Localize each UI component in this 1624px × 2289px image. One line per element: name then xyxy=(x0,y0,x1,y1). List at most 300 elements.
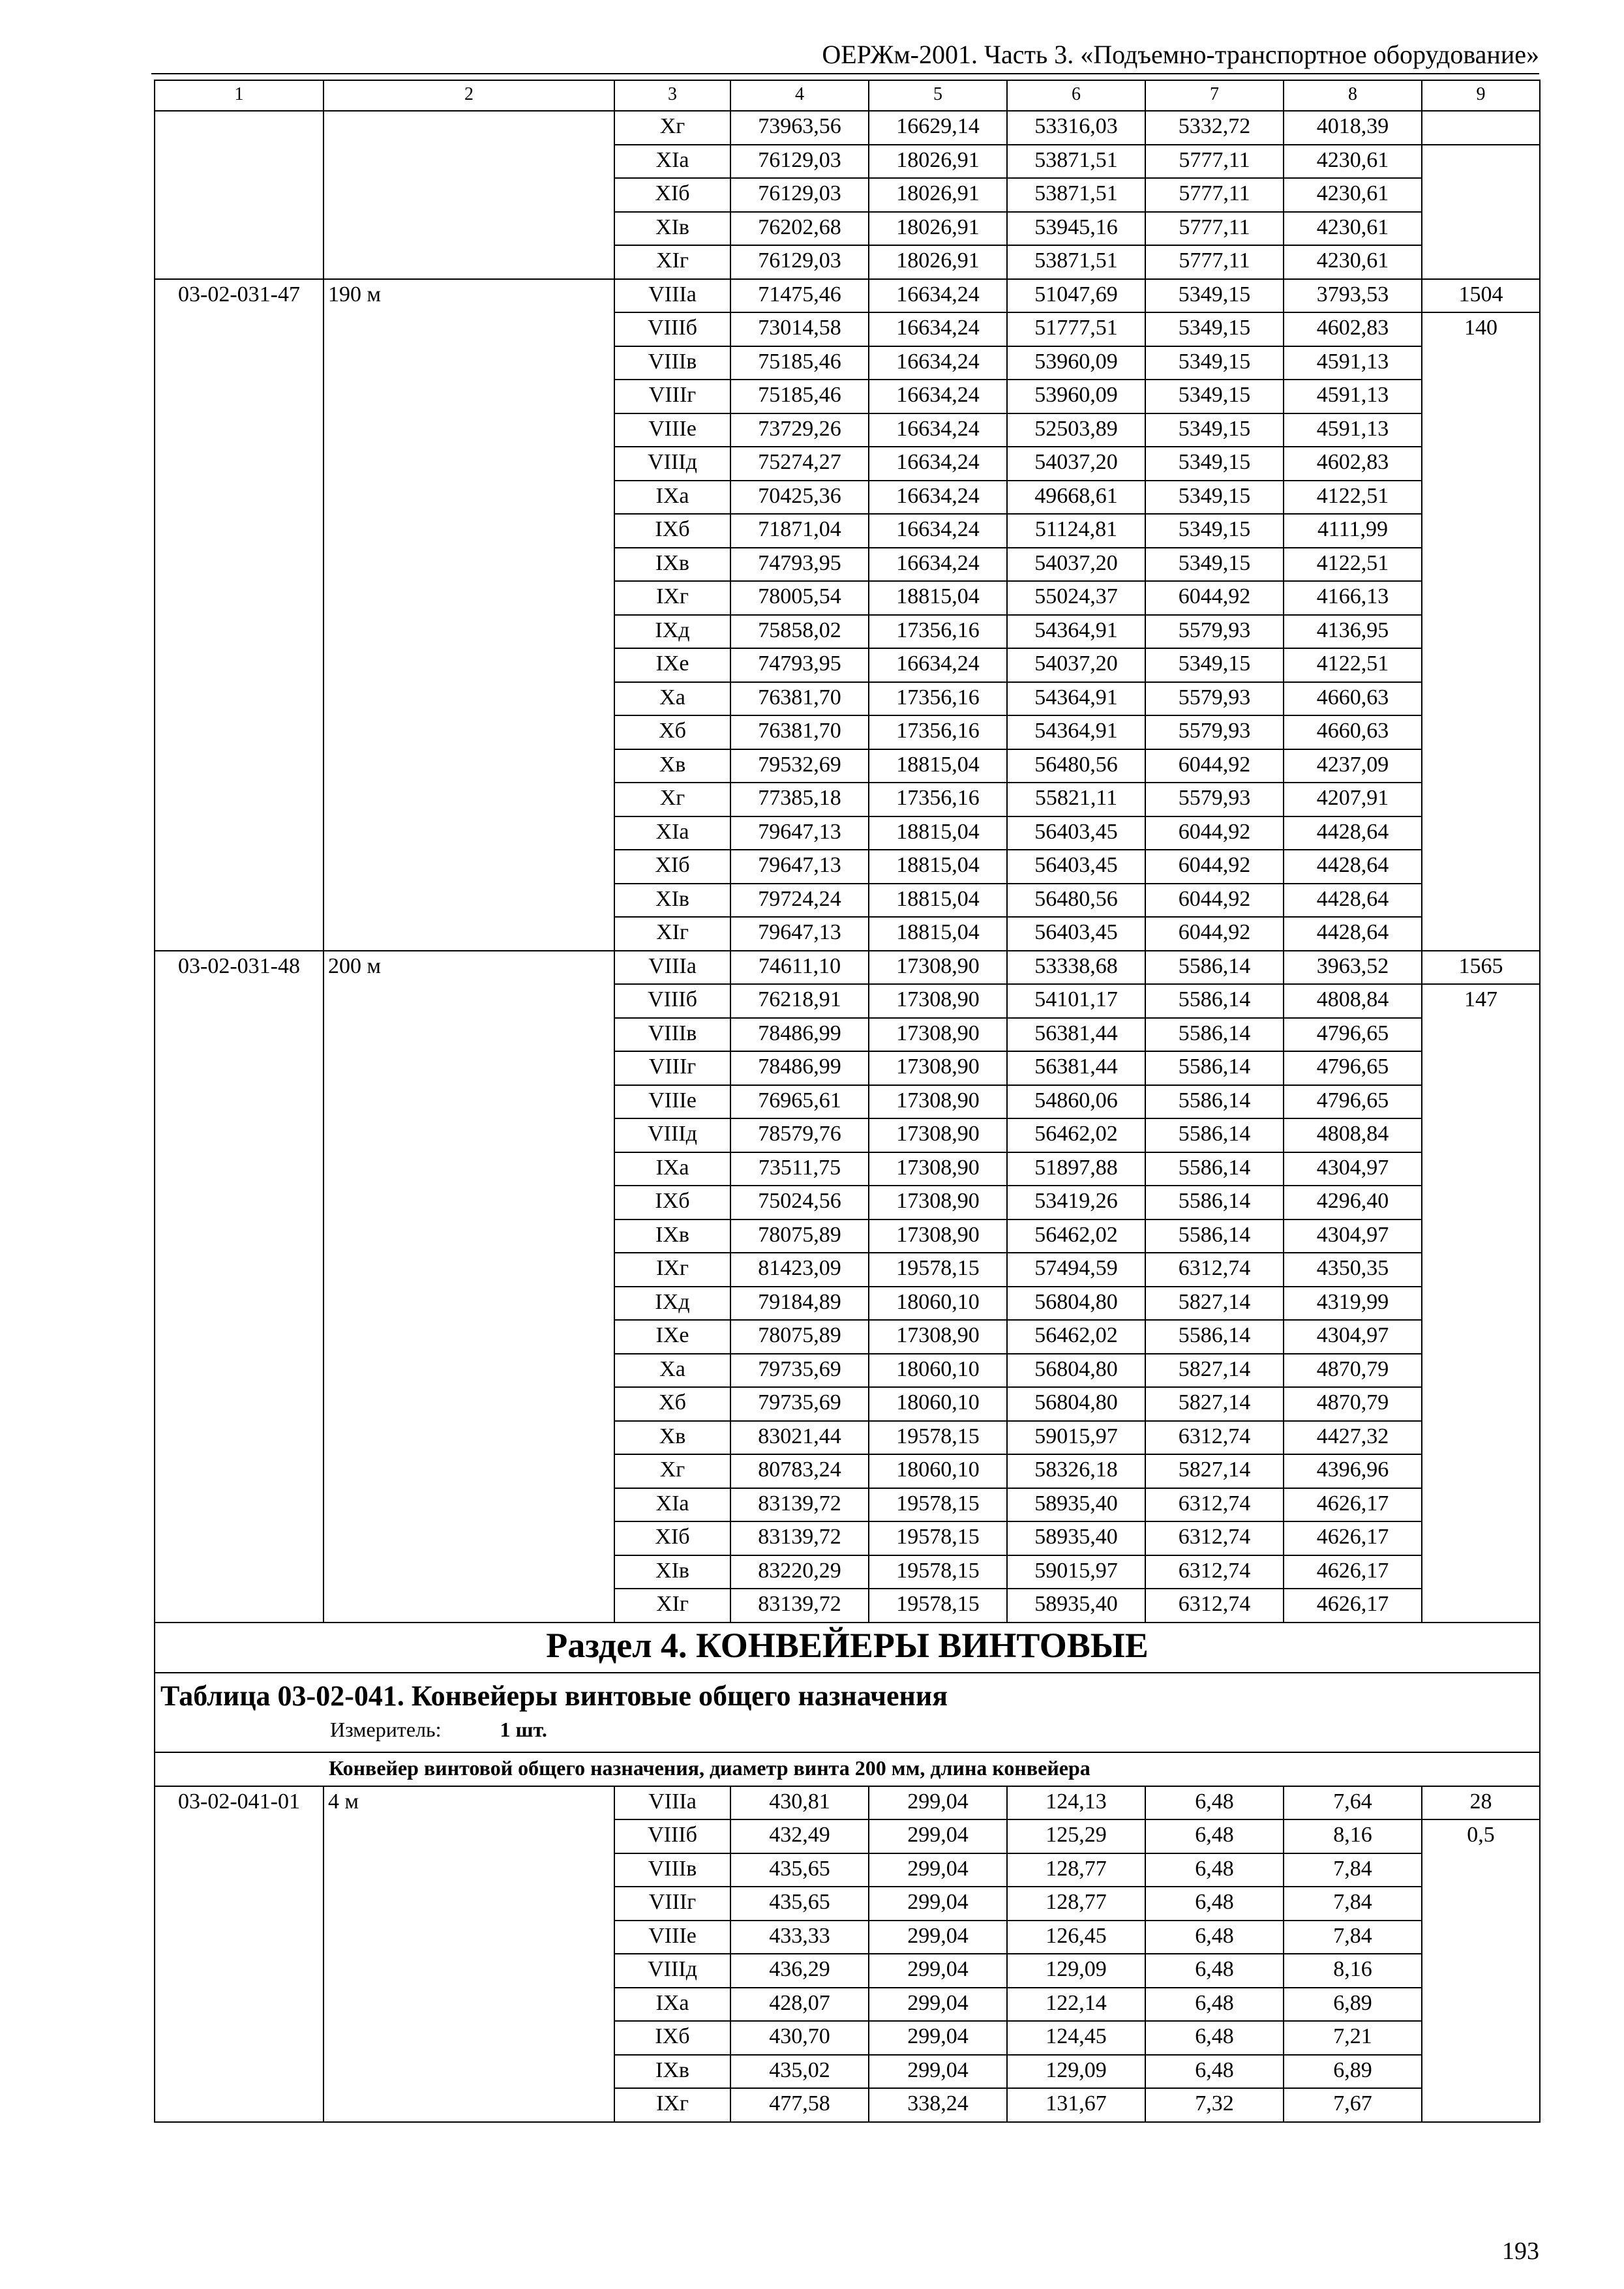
value-cell: 56804,80 xyxy=(1007,1387,1145,1421)
value-cell: 5349,15 xyxy=(1145,346,1284,380)
value-cell: 54037,20 xyxy=(1007,447,1145,481)
column-number-cell: 3 xyxy=(614,80,730,111)
code-cell xyxy=(155,111,323,279)
value-cell: 4796,65 xyxy=(1284,1018,1422,1052)
zone-cell: XIг xyxy=(614,917,730,951)
value-cell: 18026,91 xyxy=(869,145,1007,179)
zone-cell: VIIIа xyxy=(614,279,730,313)
length-cell: 190 м xyxy=(323,279,614,951)
value-cell: 56804,80 xyxy=(1007,1354,1145,1388)
value-cell: 54101,17 xyxy=(1007,984,1145,1018)
table-row xyxy=(155,279,1540,313)
value-cell: 435,65 xyxy=(730,1853,869,1887)
value-cell: 74611,10 xyxy=(730,951,869,985)
value-cell: 17356,16 xyxy=(869,615,1007,649)
value-cell: 76965,61 xyxy=(730,1085,869,1119)
column-number-cell: 1 xyxy=(155,80,323,111)
group-title: Конвейер винтовой общего назначения, диаметр винта 200 мм, длина конвейера xyxy=(155,1752,1540,1786)
zone-cell: IXе xyxy=(614,648,730,682)
col9-cell: 0,5 xyxy=(1422,1819,1540,2122)
value-cell: 4626,17 xyxy=(1284,1488,1422,1522)
value-cell: 56462,02 xyxy=(1007,1219,1145,1253)
value-cell: 17308,90 xyxy=(869,1018,1007,1052)
value-cell: 6,48 xyxy=(1145,1786,1284,1820)
value-cell: 17308,90 xyxy=(869,951,1007,985)
table-row xyxy=(155,111,1540,145)
zone-cell: VIIIд xyxy=(614,1954,730,1988)
value-cell: 4018,39 xyxy=(1284,111,1422,145)
column-number-cell: 8 xyxy=(1284,80,1422,111)
value-cell: 299,04 xyxy=(869,1921,1007,1954)
value-cell: 3963,52 xyxy=(1284,951,1422,985)
value-cell: 7,84 xyxy=(1284,1921,1422,1954)
zone-cell: VIIIг xyxy=(614,1051,730,1085)
value-cell: 4230,61 xyxy=(1284,212,1422,246)
value-cell: 5777,11 xyxy=(1145,245,1284,279)
value-cell: 4870,79 xyxy=(1284,1387,1422,1421)
value-cell: 6,48 xyxy=(1145,1887,1284,1921)
value-cell: 58326,18 xyxy=(1007,1454,1145,1488)
value-cell: 17308,90 xyxy=(869,1085,1007,1119)
value-cell: 18026,91 xyxy=(869,178,1007,212)
value-cell: 6,48 xyxy=(1145,1853,1284,1887)
value-cell: 128,77 xyxy=(1007,1887,1145,1921)
zone-cell: XIг xyxy=(614,1589,730,1623)
value-cell: 5777,11 xyxy=(1145,212,1284,246)
zone-cell: VIIIв xyxy=(614,1853,730,1887)
value-cell: 18060,10 xyxy=(869,1387,1007,1421)
value-cell: 54364,91 xyxy=(1007,682,1145,716)
value-cell: 56462,02 xyxy=(1007,1118,1145,1152)
zone-cell: Xб xyxy=(614,715,730,749)
value-cell: 4428,64 xyxy=(1284,884,1422,918)
value-cell: 83220,29 xyxy=(730,1555,869,1589)
value-cell: 5349,15 xyxy=(1145,380,1284,413)
zone-cell: IXв xyxy=(614,2055,730,2089)
table-row xyxy=(155,1786,1540,1820)
estimate-table xyxy=(154,80,1541,2123)
value-cell: 6312,74 xyxy=(1145,1555,1284,1589)
value-cell: 18060,10 xyxy=(869,1354,1007,1388)
value-cell: 4396,96 xyxy=(1284,1454,1422,1488)
value-cell: 435,02 xyxy=(730,2055,869,2089)
value-cell: 76381,70 xyxy=(730,682,869,716)
col9-cell: 140 xyxy=(1422,312,1540,951)
zone-cell: IXе xyxy=(614,1320,730,1354)
value-cell: 75024,56 xyxy=(730,1186,869,1219)
measure-label: Измеритель: xyxy=(330,1717,442,1741)
value-cell: 430,70 xyxy=(730,2021,869,2055)
value-cell: 78075,89 xyxy=(730,1219,869,1253)
zone-cell: VIIIа xyxy=(614,951,730,985)
value-cell: 7,21 xyxy=(1284,2021,1422,2055)
value-cell: 51897,88 xyxy=(1007,1152,1145,1186)
value-cell: 83139,72 xyxy=(730,1589,869,1623)
zone-cell: VIIIв xyxy=(614,346,730,380)
value-cell: 18815,04 xyxy=(869,749,1007,783)
zone-cell: Xг xyxy=(614,783,730,816)
length-cell: 4 м xyxy=(323,1786,614,2122)
value-cell: 5349,15 xyxy=(1145,447,1284,481)
value-cell: 126,45 xyxy=(1007,1921,1145,1954)
value-cell: 16634,24 xyxy=(869,380,1007,413)
zone-cell: IXа xyxy=(614,1988,730,2022)
value-cell: 17356,16 xyxy=(869,715,1007,749)
value-cell: 73963,56 xyxy=(730,111,869,145)
value-cell: 131,67 xyxy=(1007,2088,1145,2122)
value-cell: 5332,72 xyxy=(1145,111,1284,145)
value-cell: 79647,13 xyxy=(730,850,869,884)
value-cell: 55024,37 xyxy=(1007,581,1145,615)
value-cell: 18815,04 xyxy=(869,884,1007,918)
value-cell: 79724,24 xyxy=(730,884,869,918)
value-cell: 53871,51 xyxy=(1007,245,1145,279)
value-cell: 56480,56 xyxy=(1007,749,1145,783)
zone-cell: VIIIб xyxy=(614,1819,730,1853)
zone-cell: XIв xyxy=(614,1555,730,1589)
value-cell: 19578,15 xyxy=(869,1253,1007,1287)
value-cell: 5349,15 xyxy=(1145,413,1284,447)
value-cell: 4626,17 xyxy=(1284,1589,1422,1623)
code-cell: 03-02-031-48 xyxy=(155,951,323,1623)
value-cell: 6312,74 xyxy=(1145,1521,1284,1555)
value-cell: 5777,11 xyxy=(1145,178,1284,212)
zone-cell: IXв xyxy=(614,548,730,582)
value-cell: 5579,93 xyxy=(1145,783,1284,816)
zone-cell: VIIIд xyxy=(614,447,730,481)
value-cell: 4591,13 xyxy=(1284,413,1422,447)
column-number-cell: 6 xyxy=(1007,80,1145,111)
value-cell: 5827,14 xyxy=(1145,1387,1284,1421)
value-cell: 4122,51 xyxy=(1284,548,1422,582)
value-cell: 16634,24 xyxy=(869,548,1007,582)
zone-cell: IXв xyxy=(614,1219,730,1253)
value-cell: 51047,69 xyxy=(1007,279,1145,313)
value-cell: 125,29 xyxy=(1007,1819,1145,1853)
measure-line xyxy=(160,1715,1535,1744)
value-cell: 436,29 xyxy=(730,1954,869,1988)
zone-cell: VIIIа xyxy=(614,1786,730,1820)
value-cell: 432,49 xyxy=(730,1819,869,1853)
value-cell: 6312,74 xyxy=(1145,1421,1284,1455)
value-cell: 5586,14 xyxy=(1145,951,1284,985)
value-cell: 122,14 xyxy=(1007,1988,1145,2022)
value-cell: 5586,14 xyxy=(1145,1085,1284,1119)
value-cell: 299,04 xyxy=(869,1887,1007,1921)
value-cell: 6,89 xyxy=(1284,1988,1422,2022)
value-cell: 76129,03 xyxy=(730,245,869,279)
value-cell: 79735,69 xyxy=(730,1354,869,1388)
value-cell: 5349,15 xyxy=(1145,648,1284,682)
value-cell: 54364,91 xyxy=(1007,715,1145,749)
value-cell: 53960,09 xyxy=(1007,346,1145,380)
value-cell: 80783,24 xyxy=(730,1454,869,1488)
zone-cell: VIIIг xyxy=(614,380,730,413)
zone-cell: Xб xyxy=(614,1387,730,1421)
column-number-cell: 2 xyxy=(323,80,614,111)
value-cell: 4602,83 xyxy=(1284,312,1422,346)
value-cell: 16634,24 xyxy=(869,346,1007,380)
value-cell: 54364,91 xyxy=(1007,615,1145,649)
value-cell: 435,65 xyxy=(730,1887,869,1921)
table-title-row xyxy=(155,1673,1540,1752)
value-cell: 299,04 xyxy=(869,1853,1007,1887)
value-cell: 6,48 xyxy=(1145,2021,1284,2055)
value-cell: 4428,64 xyxy=(1284,850,1422,884)
value-cell: 73014,58 xyxy=(730,312,869,346)
value-cell: 76129,03 xyxy=(730,145,869,179)
col9-cell: 1565 xyxy=(1422,951,1540,985)
value-cell: 52503,89 xyxy=(1007,413,1145,447)
zone-cell: IXг xyxy=(614,1253,730,1287)
value-cell: 6,48 xyxy=(1145,1921,1284,1954)
column-number-cell: 5 xyxy=(869,80,1007,111)
value-cell: 79532,69 xyxy=(730,749,869,783)
value-cell: 4304,97 xyxy=(1284,1320,1422,1354)
value-cell: 19578,15 xyxy=(869,1421,1007,1455)
value-cell: 8,16 xyxy=(1284,1954,1422,1988)
value-cell: 77385,18 xyxy=(730,783,869,816)
value-cell: 73729,26 xyxy=(730,413,869,447)
value-cell: 17308,90 xyxy=(869,1320,1007,1354)
value-cell: 4350,35 xyxy=(1284,1253,1422,1287)
zone-cell: IXд xyxy=(614,615,730,649)
value-cell: 124,45 xyxy=(1007,2021,1145,2055)
value-cell: 5586,14 xyxy=(1145,1186,1284,1219)
value-cell: 53960,09 xyxy=(1007,380,1145,413)
value-cell: 6,48 xyxy=(1145,2055,1284,2089)
value-cell: 74793,95 xyxy=(730,548,869,582)
value-cell: 58935,40 xyxy=(1007,1521,1145,1555)
value-cell: 78579,76 xyxy=(730,1118,869,1152)
value-cell: 6,48 xyxy=(1145,1819,1284,1853)
value-cell: 5827,14 xyxy=(1145,1354,1284,1388)
value-cell: 83139,72 xyxy=(730,1488,869,1522)
value-cell: 4230,61 xyxy=(1284,245,1422,279)
value-cell: 5349,15 xyxy=(1145,481,1284,515)
value-cell: 4626,17 xyxy=(1284,1555,1422,1589)
value-cell: 18815,04 xyxy=(869,816,1007,850)
value-cell: 299,04 xyxy=(869,2021,1007,2055)
section-row xyxy=(155,1623,1540,1673)
value-cell: 71475,46 xyxy=(730,279,869,313)
value-cell: 16634,24 xyxy=(869,648,1007,682)
value-cell: 4796,65 xyxy=(1284,1051,1422,1085)
value-cell: 5349,15 xyxy=(1145,514,1284,548)
value-cell: 18815,04 xyxy=(869,850,1007,884)
value-cell: 4428,64 xyxy=(1284,917,1422,951)
page-number: 193 xyxy=(1502,2237,1539,2265)
value-cell: 5586,14 xyxy=(1145,1118,1284,1152)
value-cell: 16634,24 xyxy=(869,413,1007,447)
value-cell: 16634,24 xyxy=(869,481,1007,515)
value-cell: 74793,95 xyxy=(730,648,869,682)
value-cell: 78486,99 xyxy=(730,1018,869,1052)
value-cell: 6,48 xyxy=(1145,1954,1284,1988)
col9-cell xyxy=(1422,145,1540,279)
value-cell: 53945,16 xyxy=(1007,212,1145,246)
value-cell: 19578,15 xyxy=(869,1555,1007,1589)
value-cell: 51124,81 xyxy=(1007,514,1145,548)
zone-cell: XIа xyxy=(614,145,730,179)
value-cell: 477,58 xyxy=(730,2088,869,2122)
table-row xyxy=(155,951,1540,985)
column-number-cell: 9 xyxy=(1422,80,1540,111)
code-cell: 03-02-041-01 xyxy=(155,1786,323,2122)
length-cell: 200 м xyxy=(323,951,614,1623)
value-cell: 83021,44 xyxy=(730,1421,869,1455)
value-cell: 75274,27 xyxy=(730,447,869,481)
value-cell: 5586,14 xyxy=(1145,984,1284,1018)
value-cell: 4230,61 xyxy=(1284,178,1422,212)
value-cell: 79647,13 xyxy=(730,917,869,951)
zone-cell: XIа xyxy=(614,1488,730,1522)
zone-cell: XIб xyxy=(614,178,730,212)
measure-value: 1 шт. xyxy=(500,1717,547,1741)
value-cell: 53871,51 xyxy=(1007,145,1145,179)
zone-cell: Xа xyxy=(614,1354,730,1388)
value-cell: 7,64 xyxy=(1284,1786,1422,1820)
value-cell: 56381,44 xyxy=(1007,1018,1145,1052)
zone-cell: XIб xyxy=(614,1521,730,1555)
value-cell: 4207,91 xyxy=(1284,783,1422,816)
value-cell: 76202,68 xyxy=(730,212,869,246)
zone-cell: Xг xyxy=(614,1454,730,1488)
value-cell: 4870,79 xyxy=(1284,1354,1422,1388)
value-cell: 59015,97 xyxy=(1007,1555,1145,1589)
value-cell: 5349,15 xyxy=(1145,548,1284,582)
value-cell: 129,09 xyxy=(1007,2055,1145,2089)
zone-cell: VIIIе xyxy=(614,1921,730,1954)
value-cell: 7,67 xyxy=(1284,2088,1422,2122)
value-cell: 56381,44 xyxy=(1007,1051,1145,1085)
zone-cell: XIв xyxy=(614,212,730,246)
col9-cell xyxy=(1422,111,1540,145)
table-title-cell xyxy=(155,1673,1540,1752)
zone-cell: XIг xyxy=(614,245,730,279)
value-cell: 4808,84 xyxy=(1284,1118,1422,1152)
value-cell: 73511,75 xyxy=(730,1152,869,1186)
value-cell: 19578,15 xyxy=(869,1589,1007,1623)
zone-cell: IXа xyxy=(614,481,730,515)
value-cell: 4796,65 xyxy=(1284,1085,1422,1119)
value-cell: 5827,14 xyxy=(1145,1454,1284,1488)
value-cell: 6044,92 xyxy=(1145,850,1284,884)
value-cell: 124,13 xyxy=(1007,1786,1145,1820)
zone-cell: VIIIв xyxy=(614,1018,730,1052)
value-cell: 55821,11 xyxy=(1007,783,1145,816)
value-cell: 4296,40 xyxy=(1284,1186,1422,1219)
value-cell: 6312,74 xyxy=(1145,1589,1284,1623)
value-cell: 433,33 xyxy=(730,1921,869,1954)
value-cell: 56403,45 xyxy=(1007,917,1145,951)
value-cell: 79184,89 xyxy=(730,1287,869,1321)
value-cell: 18026,91 xyxy=(869,245,1007,279)
column-number-cell: 7 xyxy=(1145,80,1284,111)
zone-cell: IXг xyxy=(614,2088,730,2122)
value-cell: 129,09 xyxy=(1007,1954,1145,1988)
value-cell: 59015,97 xyxy=(1007,1421,1145,1455)
value-cell: 4808,84 xyxy=(1284,984,1422,1018)
value-cell: 4427,32 xyxy=(1284,1421,1422,1455)
zone-cell: Xг xyxy=(614,111,730,145)
value-cell: 4591,13 xyxy=(1284,380,1422,413)
zone-cell: Xв xyxy=(614,1421,730,1455)
value-cell: 4136,95 xyxy=(1284,615,1422,649)
value-cell: 4626,17 xyxy=(1284,1521,1422,1555)
value-cell: 8,16 xyxy=(1284,1819,1422,1853)
value-cell: 4304,97 xyxy=(1284,1219,1422,1253)
value-cell: 7,84 xyxy=(1284,1887,1422,1921)
zone-cell: XIа xyxy=(614,816,730,850)
col9-cell: 28 xyxy=(1422,1786,1540,1820)
section-title: Раздел 4. КОНВЕЙЕРЫ ВИНТОВЫЕ xyxy=(155,1623,1540,1673)
value-cell: 4602,83 xyxy=(1284,447,1422,481)
value-cell: 6044,92 xyxy=(1145,884,1284,918)
zone-cell: VIIIе xyxy=(614,1085,730,1119)
value-cell: 53419,26 xyxy=(1007,1186,1145,1219)
value-cell: 17308,90 xyxy=(869,1152,1007,1186)
zone-cell: VIIIб xyxy=(614,312,730,346)
value-cell: 338,24 xyxy=(869,2088,1007,2122)
value-cell: 4591,13 xyxy=(1284,346,1422,380)
value-cell: 299,04 xyxy=(869,1954,1007,1988)
running-header: ОЕРЖм-2001. Часть 3. «Подъемно-транспортное оборудование» xyxy=(822,40,1539,69)
value-cell: 56462,02 xyxy=(1007,1320,1145,1354)
value-cell: 53316,03 xyxy=(1007,111,1145,145)
code-cell: 03-02-031-47 xyxy=(155,279,323,951)
value-cell: 17308,90 xyxy=(869,1186,1007,1219)
value-cell: 53871,51 xyxy=(1007,178,1145,212)
column-number-cell: 4 xyxy=(730,80,869,111)
value-cell: 56403,45 xyxy=(1007,816,1145,850)
value-cell: 56804,80 xyxy=(1007,1287,1145,1321)
value-cell: 5777,11 xyxy=(1145,145,1284,179)
value-cell: 6044,92 xyxy=(1145,917,1284,951)
value-cell: 83139,72 xyxy=(730,1521,869,1555)
value-cell: 76218,91 xyxy=(730,984,869,1018)
value-cell: 16634,24 xyxy=(869,447,1007,481)
value-cell: 18060,10 xyxy=(869,1287,1007,1321)
value-cell: 51777,51 xyxy=(1007,312,1145,346)
value-cell: 16634,24 xyxy=(869,312,1007,346)
value-cell: 16634,24 xyxy=(869,279,1007,313)
value-cell: 5586,14 xyxy=(1145,1051,1284,1085)
value-cell: 4319,99 xyxy=(1284,1287,1422,1321)
zone-cell: Xв xyxy=(614,749,730,783)
value-cell: 4304,97 xyxy=(1284,1152,1422,1186)
value-cell: 18060,10 xyxy=(869,1454,1007,1488)
value-cell: 56480,56 xyxy=(1007,884,1145,918)
value-cell: 6312,74 xyxy=(1145,1488,1284,1522)
zone-cell: Xа xyxy=(614,682,730,716)
value-cell: 428,07 xyxy=(730,1988,869,2022)
value-cell: 299,04 xyxy=(869,1786,1007,1820)
zone-cell: IXб xyxy=(614,1186,730,1219)
value-cell: 57494,59 xyxy=(1007,1253,1145,1287)
value-cell: 18815,04 xyxy=(869,917,1007,951)
zone-cell: IXд xyxy=(614,1287,730,1321)
col9-cell: 1504 xyxy=(1422,279,1540,313)
value-cell: 70425,36 xyxy=(730,481,869,515)
value-cell: 76129,03 xyxy=(730,178,869,212)
value-cell: 5349,15 xyxy=(1145,312,1284,346)
value-cell: 299,04 xyxy=(869,1988,1007,2022)
table-title: Таблица 03-02-041. Конвейеры винтовые общего назначения xyxy=(160,1679,948,1712)
value-cell: 75185,46 xyxy=(730,346,869,380)
value-cell: 4122,51 xyxy=(1284,481,1422,515)
value-cell: 6312,74 xyxy=(1145,1253,1284,1287)
